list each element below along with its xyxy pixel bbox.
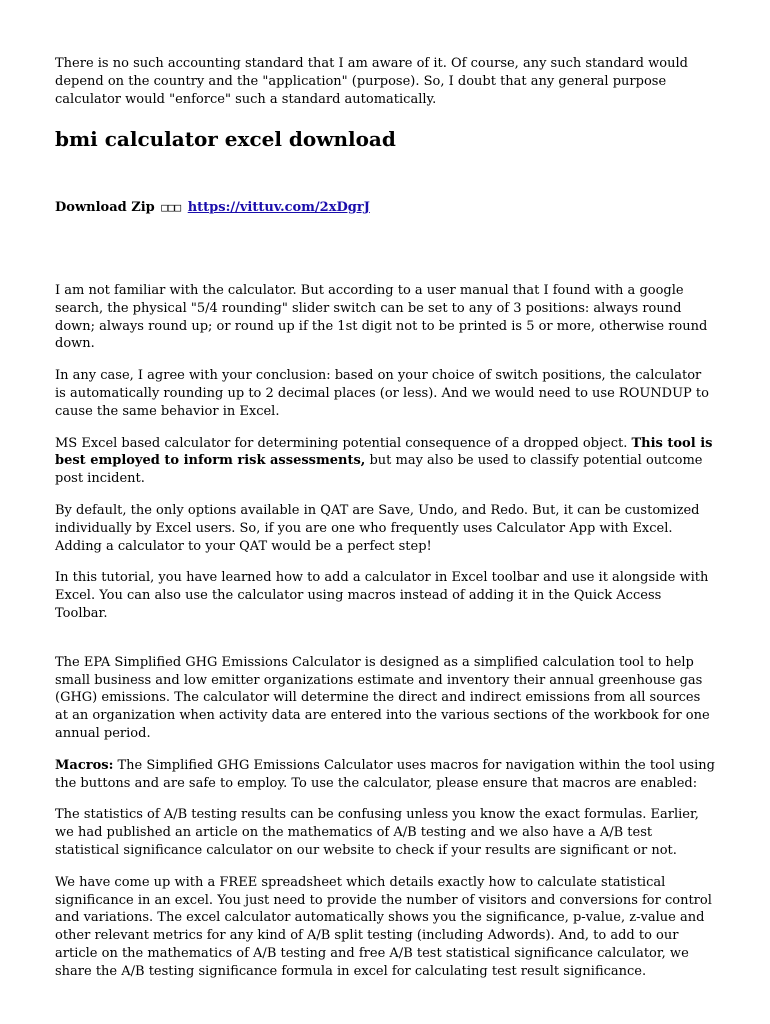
paragraph-epa: The EPA Simplified GHG Emissions Calculator is designed as a simplified calculation tool to help small business and low emitter organizations estimate and inventory their annual greenhouse gas (GHG) emissions. The calculator will determine the direct and indirect emissions from all sources at an organization when activity data are entered into the various sections of the workbook for one annual period. (55, 654, 710, 741)
paragraph-dropped-object (55, 435, 715, 488)
arrow-glyphs-icon: □□□ (161, 201, 182, 214)
page-title: bmi calculator excel download (55, 127, 396, 152)
dropped-object-text-start: MS Excel based calculator for determining potential consequence of a dropped object. (55, 435, 632, 451)
document-page (55, 55, 715, 979)
download-label: Download Zip (55, 200, 155, 215)
paragraph-tutorial: In this tutorial, you have learned how to add a calculator in Excel toolbar and use it alongside with Excel. You can also use the calculator using macros instead of adding it in the Quick Access Toolbar. (55, 570, 709, 621)
dropped-object-bold: This tool is best employed to inform risk assessments, (55, 435, 713, 469)
macros-text: The Simplified GHG Emissions Calculator uses macros for navigation within the tool using the buttons and are safe to employ. To use the calculator, please ensure that macros are enabled: (55, 757, 715, 791)
paragraph-macros (55, 757, 715, 793)
paragraph-ab-stats: The statistics of A/B testing results can be confusing unless you know the exact formulas. Earlier, we had published an article on the mathematics of A/B testing and we also have a A/B test statistical significance calculator on our website to check if your results are significant or not. (55, 807, 699, 858)
download-line (55, 199, 370, 217)
paragraph-ab-spreadsheet: We have come up with a FREE spreadsheet which details exactly how to calculate statistical significance in an excel. You just need to provide the number of visitors and conversions for control and variations. The excel calculator automatically shows you the significance, p-value, z-value and other relevant metrics for any kind of A/B split testing (including Adwords). And, to add to our article on the mathematics of A/B testing and free A/B test statistical significance calculator, we share the A/B testing significance formula in excel for calculating test result significance. (55, 874, 712, 979)
intro-paragraph: There is no such accounting standard that I am aware of it. Of course, any such standard would depend on the country and the "application" (purpose). So, I doubt that any general purpose calculator would "enforce" such a standard automatically. (55, 56, 688, 107)
paragraph-roundup: In any case, I agree with your conclusion: based on your choice of switch positions, the calculator is automatically rounding up to 2 decimal places (or less). And we would need to use ROUNDUP to cause the same behavior in Excel. (55, 368, 709, 419)
article-body (55, 282, 715, 995)
dropped-object-text-end: but may also be used to classify potential outcome post incident. (55, 453, 703, 487)
macros-bold-label: Macros: (55, 757, 114, 773)
download-link[interactable]: https://vittuv.com/2xDgrJ (187, 200, 370, 215)
paragraph-qat: By default, the only options available in QAT are Save, Undo, and Redo. But, it can be customized individually by Excel users. So, if you are one who frequently uses Calculator App with Excel. Adding a calculator to your QAT would be a perfect step! (55, 502, 700, 554)
paragraph-rounding: I am not familiar with the calculator. But according to a user manual that I found with a google search, the physical "5/4 rounding" slider switch can be set to any of 3 positions: always round down; always round up; or round up if the 1st digit not to be printed is 5 or more, otherwise round down. (55, 283, 708, 352)
